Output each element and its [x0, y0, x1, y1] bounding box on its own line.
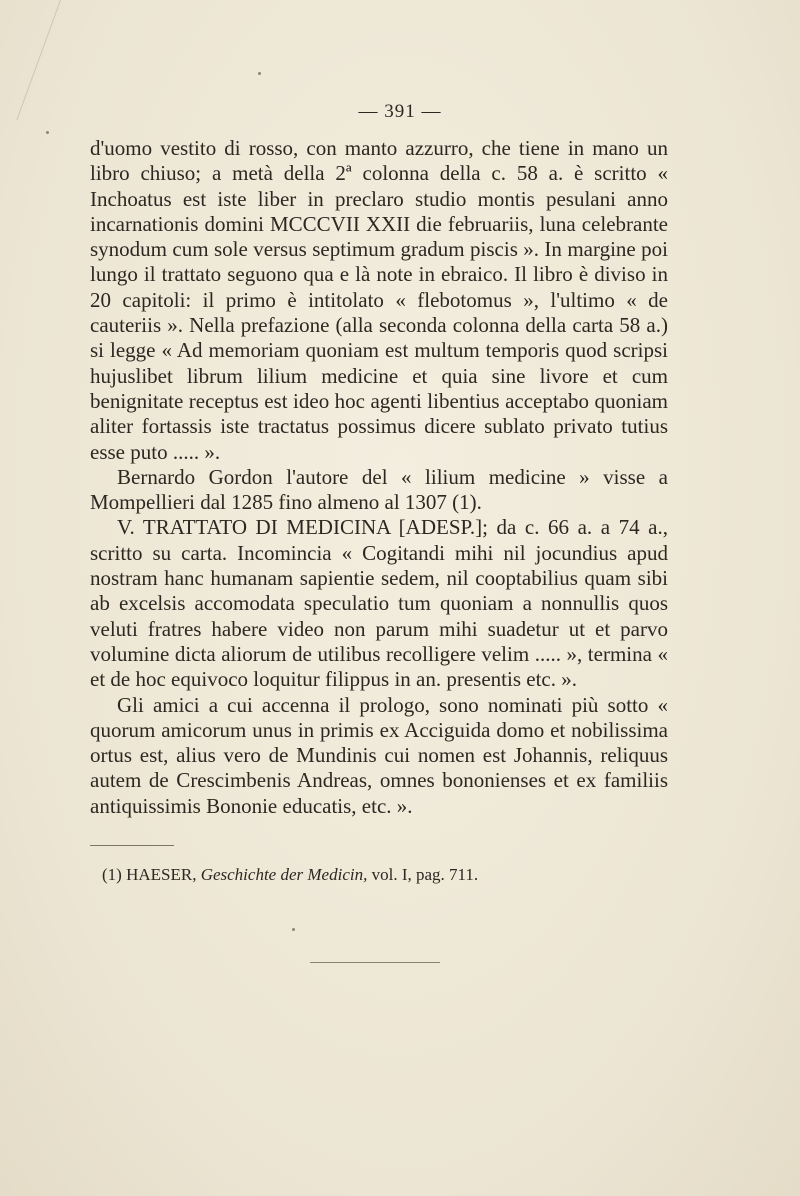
paragraph-4: Gli amici a cui accenna il prologo, sono nominati più sotto « quorum amicorum unus in primis ex Acciguida domo et nobilissima ortus est, alius vero de Mundinis cui nomen est Johannis, reliquus autem de Crescimbenis Andreas, omnes bononienses et ex familiis antiquissimis Bononie educatis, etc. ». — [90, 692, 668, 818]
paragraph-3: V. TRATTATO DI MEDICINA [ADESP.]; da c. 66 a. a 74 a., scritto su carta. Incomincia « Cogitandi mihi nil jocundius apud nostram hanc humanam sapientie sedem, nil cooptabilius quam sibi ab excelsis accomodata speculatio tum quoniam a nonnullis quos veluti fratres habere video non parum mihi suadetur ut et parvo volumine dicta aliorum de utilibus recolligere velim ..... », termina « et de hoc equivoco loquitur filippus in an. presentis etc. ». — [90, 515, 668, 692]
footnote — [102, 864, 662, 886]
footnote-separator — [90, 845, 174, 846]
paragraph-2: Bernardo Gordon l'autore del « lilium medicine » visse a Mompellieri dal 1285 fino almeno al 1307 (1). — [90, 464, 668, 515]
paper-speck — [292, 928, 295, 931]
body-text — [90, 136, 668, 819]
paper-speck — [46, 131, 49, 134]
footnote-reference: vol. I, pag. 711. — [371, 865, 479, 884]
paper-speck — [258, 72, 261, 75]
end-rule — [310, 962, 440, 963]
footnote-author: HAESER, — [126, 865, 197, 884]
page-number: — 391 — — [358, 101, 442, 122]
paragraph-1: d'uomo vestito di rosso, con manto azzurro, che tiene in mano un libro chiuso; a metà della 2ª colonna della c. 58 a. è scritto « Inchoatus est iste liber in preclaro studio montis pesulani anno incarnationis domini MCCCVII XXII die februariis, luna celebrante synodum cum sole versus septimum gradum piscis ». In margine poi lungo il trattato seguono qua e là note in ebraico. Il libro è diviso in 20 capitoli: il primo è intitolato « flebotomus », l'ultimo « de cauteriis ». Nella prefazione (alla seconda colonna della carta 58 a.) si legge « Ad memoriam quoniam est multum temporis quod scripsi hujuslibet librum lilium medicine et quia sine livore et cum benignitate receptus est ideo hoc agenti libentius acceptabo quoniam aliter fortassis iste tractatus possimus dicere sublato privato tutius esse puto ..... ». — [90, 136, 668, 464]
footnote-title: Geschichte der Medicin, — [200, 865, 368, 884]
footnote-marker: (1) — [102, 865, 122, 884]
